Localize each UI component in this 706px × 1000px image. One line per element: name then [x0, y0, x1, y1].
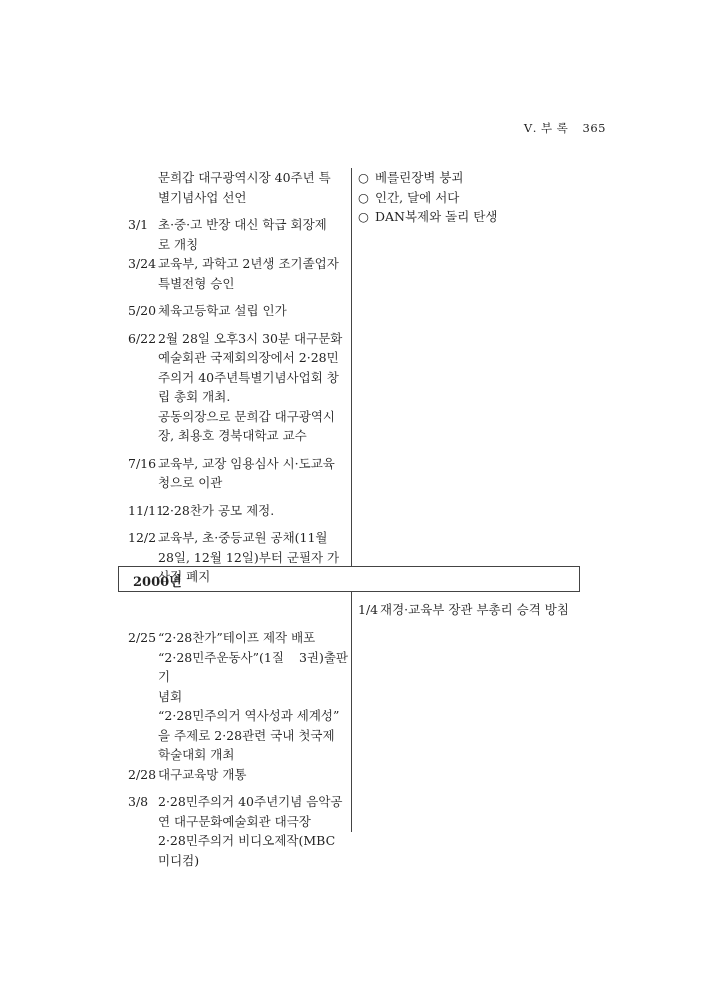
entry-line: 장, 최용호 경북대학교 교수	[158, 428, 307, 443]
section-title: Ⅴ. 부 록	[523, 121, 569, 135]
entry-line: 특별전형 승인	[158, 275, 235, 291]
entry-line: 산점 폐지	[158, 569, 211, 584]
entry-line: 학술대회 개최	[158, 747, 235, 762]
entry-line: 별기념사업 선언	[158, 189, 247, 205]
entry-date: 11/11	[128, 502, 165, 518]
entry-line: 교육부, 과학고 2년생 조기졸업자	[158, 256, 339, 271]
list-item	[358, 168, 588, 188]
bullet-circle-icon: ○	[358, 189, 369, 205]
entry-line: 연 대구문화예술회관 대극장	[158, 813, 311, 829]
entry-date: 3/24	[128, 256, 157, 271]
timeline-entry	[128, 329, 348, 446]
entry-line: 28일, 12월 12일)부터 군필자 가	[158, 549, 340, 565]
entry-line: “2·28민주운동사”(1질 3권)출판 기	[158, 649, 348, 684]
list-item-text: 베를린장벽 붕괴	[375, 170, 464, 185]
entry-line: 문희갑 대구광역시장 40주년 특	[158, 170, 331, 185]
column-divider-top	[351, 168, 352, 566]
entry-date: 3/1	[128, 217, 149, 232]
timeline-entry	[128, 501, 348, 521]
entry-line: “2·28찬가”테이프 제작 배포	[158, 630, 316, 645]
entry-line: “2·28민주의거 역사성과 세계성”	[158, 708, 340, 723]
entry-line: 체육고등학교 설립 인가	[158, 303, 287, 318]
entry-line: 2·28민주의거 40주년기념 음악공	[158, 794, 343, 809]
entry-date: 7/16	[128, 455, 157, 471]
list-item	[358, 188, 588, 208]
entry-line: 2월 28일 오후3시 30분 대구문화	[158, 330, 343, 346]
timeline-entry	[128, 454, 348, 493]
column-divider-bottom	[351, 592, 352, 832]
timeline-entry	[128, 628, 348, 765]
entry-date: 2/25	[128, 630, 157, 645]
timeline-entry	[128, 168, 348, 207]
timeline-entry	[128, 254, 348, 293]
entry-line: 을 주제로 2·28관련 국내 첫국제	[158, 727, 335, 743]
entry-line: 주의거 40주년특별기념사업회 창	[158, 369, 339, 385]
entry-line: 념회	[158, 688, 183, 704]
world-events-list	[358, 168, 588, 227]
entry-line: 교육부, 교장 임용심사 시·도교육	[158, 455, 335, 471]
timeline-entry	[128, 792, 348, 870]
timeline-entry	[128, 301, 348, 321]
bullet-circle-icon: ○	[358, 209, 369, 224]
entry-line: 초·중·고 반장 대신 학급 회장제	[158, 217, 327, 232]
entry-line: 2·28찬가 공모 제정.	[162, 502, 275, 518]
entry-line: 예술회관 국제회의장에서 2·28민	[158, 350, 339, 365]
year-heading: 2000년	[133, 575, 182, 590]
entry-date: 5/20	[128, 303, 157, 318]
entry-date: 6/22	[128, 330, 157, 346]
bullet-circle-icon: ○	[358, 170, 369, 185]
entry-line: 대구교육망 개통	[158, 766, 247, 782]
timeline-entry	[358, 600, 588, 620]
entry-line: 립 총회 개최.	[158, 389, 231, 404]
entry-date: 12/2	[128, 530, 157, 545]
entry-line: 공동의장으로 문희갑 대구광역시	[158, 408, 335, 424]
entry-line: 교육부, 초·중등교원 공채(11월	[158, 530, 328, 545]
entry-date: 3/8	[128, 794, 149, 809]
entry-date: 2/28	[128, 766, 157, 782]
timeline-entry	[128, 215, 348, 254]
entry-line: 2·28민주의거 비디오제작(MBC	[158, 833, 336, 848]
list-item-text: 인간, 달에 서다	[375, 189, 460, 205]
timeline-entry	[128, 765, 348, 785]
timeline-left-2000	[128, 628, 348, 870]
page-header	[524, 120, 606, 136]
entry-line: 로 개칭	[158, 236, 199, 252]
entry-date: 1/4	[358, 602, 379, 617]
year-heading-box	[118, 566, 580, 592]
entry-line: 청으로 이관	[158, 475, 223, 490]
entry-line: 미디컴)	[158, 852, 200, 868]
list-item	[358, 207, 588, 227]
entry-line: 재경·교육부 장관 부총리 승격 방침	[380, 602, 569, 617]
timeline-left-1999	[128, 168, 348, 587]
world-events-2000	[358, 600, 588, 620]
page-number: 365	[582, 121, 606, 135]
list-item-text: DAN복제와 돌리 탄생	[375, 209, 498, 224]
